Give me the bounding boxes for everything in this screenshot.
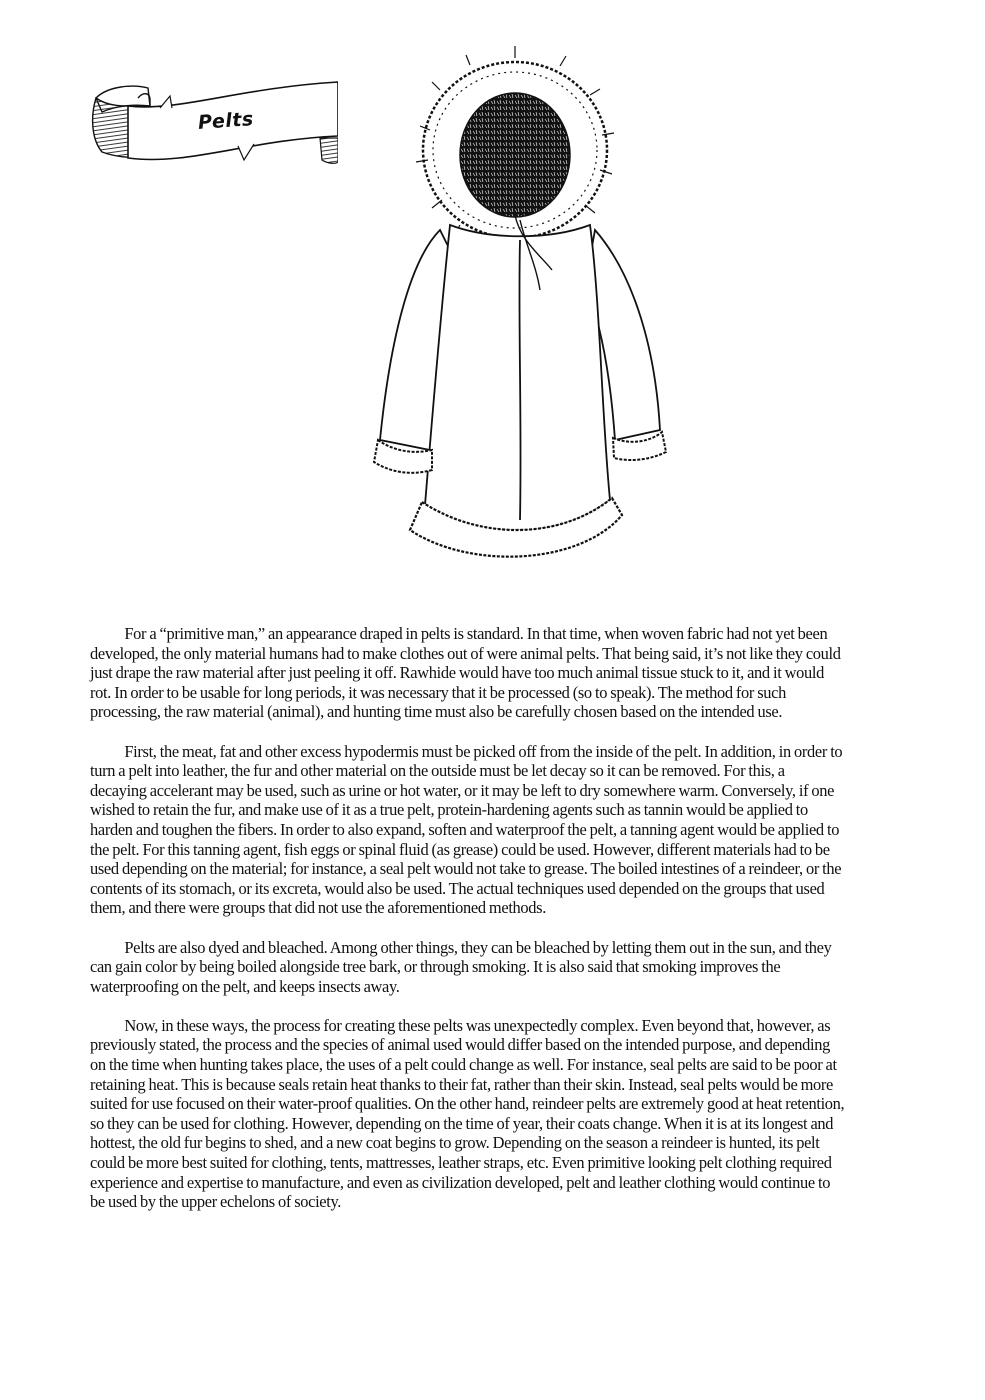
paragraph: Pelts are also dyed and bleached. Among other things, they can be bleached by letting them out in the sun, and they can gain color by being boiled alongside tree bark, or through smoking. It is also said that smoking improves the waterproofing on the pelt, and keeps insects away. <box>90 937 832 996</box>
parka-body-icon <box>380 225 660 531</box>
paragraph: First, the meat, fat and other excess hypodermis must be picked off from the inside of the pelt. In addition, in order to turn a pelt into leather, the fur and other material on the outside must be let decay so it can be removed. For this, a decaying accelerant may be used, such as urine or hot water, or it may be left to dry somewhere warm. Conversely, if one wished to retain the fur, and make use of it as a true pelt, protein-hardening agents such as tannin would be applied to harden and toughen the fibers. In order to also expand, soften and waterproof the pelt, a tanning agent would be applied to the pelt. For this tanning agent, fish eggs or spinal fluid (as grease) could be used. However, different materials had to be used depending on the material; for instance, a seal pelt would not take to grease. The boiled intestines of a reindeer, or the contents of its stomach, or its excreta, would also be used. The actual techniques used depended on the groups that used them, and there were groups that did not use the aforementioned methods. <box>90 741 843 918</box>
paragraph: Now, in these ways, the process for creating these pelts was unexpectedly complex. Even beyond that, however, as previously stated, the process and the species of animal used would differ based on the intended purpose, and depending on the time when hunting takes place, the uses of a pelt could change as well. For instance, seal pelts are said to be poor at retaining heat. This is because seals retain heat thanks to their fat, rather than their skin. Instead, seal pelts would be more suited for use focused on their water-proof qualities. On the other hand, reindeer pelts are extremely good at heat retention, so they can be used for clothing. However, depending on the time of year, their coats change. When it is at its longest and hottest, the old fur begins to shed, and a new coat begins to grow. Depending on the season a reindeer is hunted, its pelt could be more best suited for clothing, tents, mattresses, leather straps, etc. Even primitive looking pelt clothing required experience and expertise to manufacture, and even as civilization developed, pelt and leather clothing would continue to be used by the upper echelons of society. <box>90 1015 845 1212</box>
body-text <box>90 624 844 1231</box>
paragraph: For a “primitive man,” an appearance draped in pelts is standard. In that time, when woven fabric had not yet been developed, the only material humans had to make clothes out of were animal pelts. That being said, it’s not like they could just drape the raw material after just peeling it off. Rawhide would have too much animal tissue stuck to it, and it would rot. In order to be usable for long periods, it was necessary that it be processed (so to speak). The method for such processing, the raw material (animal), and hunting time must also be carefully chosen based on the intended use. <box>90 624 841 722</box>
parka-illustration <box>370 40 670 585</box>
section-title: Pelts <box>197 108 255 134</box>
